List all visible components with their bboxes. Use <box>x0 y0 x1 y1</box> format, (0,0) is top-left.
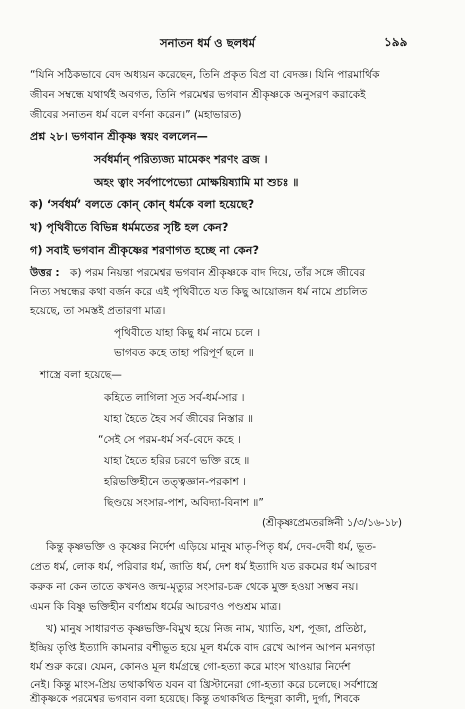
answer-label: উত্তর : <box>30 267 60 279</box>
question-item: গ) সবাই ভগবান শ্রীকৃষ্ণের শরণাগত হচ্ছে না কেন? <box>30 244 259 257</box>
page-number: ১৯৯ <box>384 35 408 49</box>
paragraph-line: প্রেত ধর্ম, লোক ধর্ম, পরিবার ধর্ম, জাতি ধর্ম, দেশ ধর্ম ইত্যাদি যত রকমের ধর্ম আচরণ <box>30 561 377 573</box>
citation: (শ্রীকৃষ্ণপ্রেমতরঙ্গিনী ১/৩/১৬-১৮) <box>262 517 402 529</box>
paragraph-line: করুক না কেন তাতে কখনও জন্ম-মৃত্যুর সংসার-চক্র থেকে মুক্ত হওয়া সম্ভব নয়। <box>30 581 359 593</box>
verse-line: যাহা হৈতে হরির চরণে ভক্তি রহে ॥ <box>104 455 250 467</box>
intro-line: “যিনি সঠিকভাবে বেদ অধ্যয়ন করেছেন, তিনি প্রকৃত বিপ্র বা বেদজ্ঞ। যিনি পারমার্থিক <box>30 69 380 81</box>
paragraph-line: খ) মানুষ সাধারণত কৃষ্ণভক্তি-বিমুখ হয়ে নিজ নাম, খ্যাতি, যশ, পূজা, প্রতিষ্ঠা, <box>46 623 367 635</box>
verse-line: পৃথিবীতে যাহা কিছু ধর্ম নামে চলে । <box>114 327 261 339</box>
paragraph-line: ইন্দ্রিয় তৃপ্তি ইত্যাদি কামনার বশীভূত হয়ে মূল ধর্মকে বাদ রেখে আপন আপন মনগড়া <box>30 642 375 654</box>
sloka-line: অহং ত্বাং সর্বপাপেভ্যো মোক্ষয়িষ্যামি মা শুচঃ ॥ <box>94 176 299 189</box>
shastra-label: শাস্ত্রে বলা হয়েছে— <box>40 369 122 381</box>
verse-line: ছিণ্ডয়ে সংসার-পাশ, অবিদ্যা-বিনাশ ॥” <box>104 497 264 509</box>
verse-line: কহিতে লাগিলা সূত সর্ব-ধর্ম-সার । <box>104 392 245 404</box>
answer-line: নিত্য সম্বন্ধের কথা বর্জন করে এই পৃথিবীতে যত কিছু আয়োজন ধর্ম নামে প্রচলিত <box>30 286 368 298</box>
verse-line: “সেই সে পরম-ধর্ম সর্ব-বেদে কহে । <box>98 434 241 446</box>
verse-line: ভাগবত কহে তাহা পরিপূর্ণ ছলে ॥ <box>114 347 254 359</box>
paragraph-line: এমন কি বিষ্ণু ভক্তিহীন বর্ণাশ্রম ধর্মের আচরণও পণ্ডশ্রম মাত্র। <box>30 601 282 613</box>
paragraph-line: শ্রীকৃষ্ণকে পরমেশ্বর ভগবান বলা হয়েছে। কিন্তু তথাকথিত হিন্দুরা কালী, দুর্গা, শিবকে <box>30 694 360 705</box>
question-heading: প্রশ্ন ২৮। ভগবান শ্রীকৃষ্ণ স্বয়ং বললেন— <box>30 130 208 143</box>
verse-line: যাহা হৈতে হৈব সর্ব জীবের নিস্তার ॥ <box>104 413 254 425</box>
intro-line: জীবের সনাতন ধর্ম বলে বর্ণনা করেন।” (মহাভারত) <box>30 109 242 121</box>
intro-line: জীবন সম্বন্ধে যথার্থই অবগত, তিনি পরমেশ্বর ভগবান শ্রীকৃষ্ণকে অনুসরণ করাকেই <box>30 89 366 101</box>
question-item: ক) ‘সর্বধর্ম’ বলতে কোন্ কোন্ ধর্মকে বলা হয়েছে? <box>30 198 255 211</box>
sloka-line: সর্বধর্মান্ পরিত্যজ্য মামেকং শরণং ব্রজ । <box>94 153 268 166</box>
paragraph-line: ধর্ম শুরু করে। যেমন, কোনও মূল ধর্মগ্রন্থে গো-হত্যা করে মাংস খাওয়ার নির্দেশ <box>30 661 351 673</box>
running-header-title: সনাতন ধর্ম ও ছলধর্ম <box>160 36 255 50</box>
verse-line: হরিভক্তিহীনে তত্ত্বজ্ঞান-পরকাশ । <box>104 476 246 488</box>
question-item: খ) পৃথিবীতে বিভিন্ন ধর্মমতের সৃষ্টি হল কেন? <box>30 221 229 234</box>
answer-line: হয়েছে, তা সমস্তই প্রতারণা মাত্র। <box>30 305 166 317</box>
answer-line: ক) পরম নিয়ন্তা পরমেশ্বর ভগবান শ্রীকৃষ্ণকে বাদ দিয়ে, তাঁর সঙ্গে জীবের <box>70 267 366 279</box>
paragraph-line: নেই। কিন্তু মাংস-প্রিয় তথাকথিত যবন বা খ্রিস্টানেরা গো-হত্যা করে চলেছে। সর্বশাস্ত্রে <box>30 679 378 691</box>
paragraph-line: কিন্তু কৃষ্ণভক্তি ও কৃষ্ণের নির্দেশ এড়িয়ে মানুষ মাতৃ-পিতৃ ধর্ম, দেব-দেবী ধর্ম, ভূত- <box>46 541 377 553</box>
